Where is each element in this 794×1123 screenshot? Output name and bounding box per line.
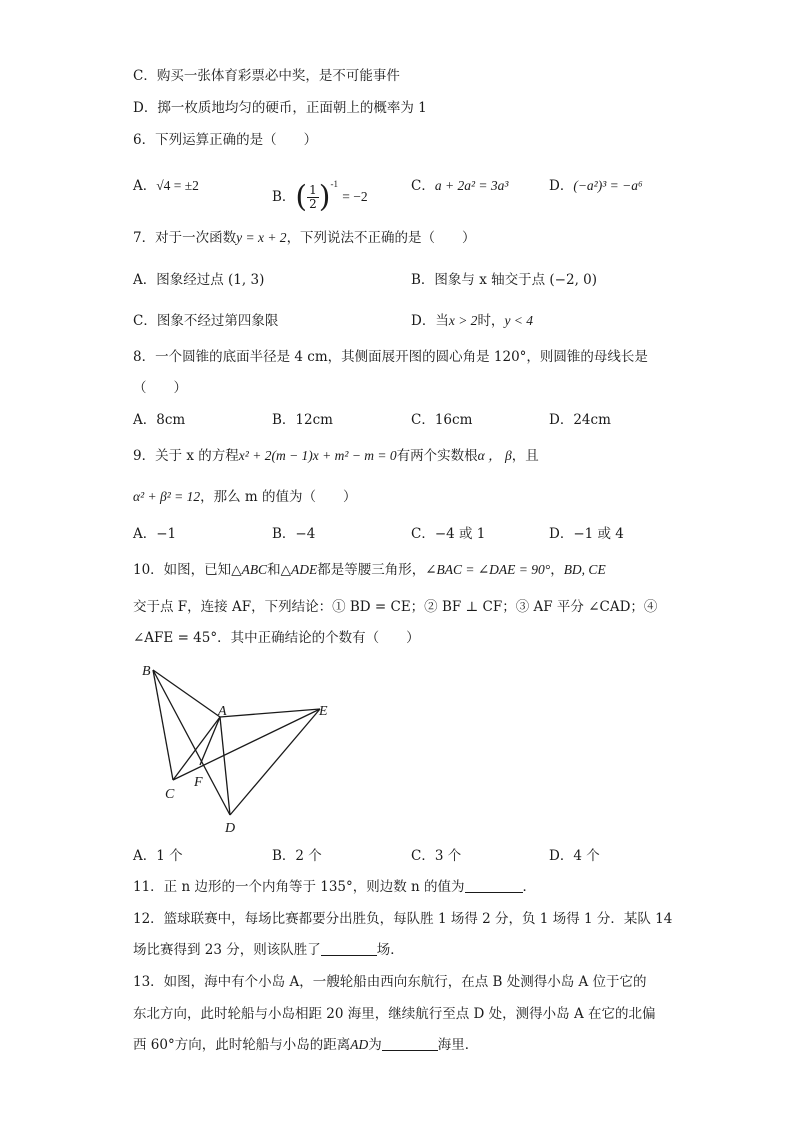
q10-option-c: C．3 个	[411, 848, 462, 864]
q9-stem: 9．关于 x 的方程x² + 2(m − 1)x + m² − m = 0有两个实数根α ， β，且	[133, 448, 539, 464]
fraction: $\frac{1}{2}$	[309, 183, 317, 211]
point-label-a: A	[218, 704, 227, 719]
point-label-e: E	[319, 704, 328, 719]
q6-option-c: C．a + 2a² = 3a³	[411, 178, 509, 194]
point-label-c: C	[165, 787, 175, 802]
q12-stem-line1: 12．篮球联赛中，每场比赛都要分出胜负，每队胜 1 场得 2 分，负 1 场得 1 分．某队 14	[133, 911, 673, 927]
q7-option-a: A．图象经过点 (1, 3)	[133, 272, 265, 288]
q12-stem-line2: 场比赛得到 23 分，则该队胜了 场．	[133, 942, 404, 958]
q7-option-b: B．图象与 x 轴交于点 (−2, 0)	[411, 272, 598, 288]
q7-stem: 7．对于一次函数y = x + 2，下列说法不正确的是（ ）	[133, 230, 476, 246]
q10-option-b: B．2 个	[272, 848, 322, 864]
q10-stem-line1: 10．如图，已知△ABC和△ADE都是等腰三角形，∠BAC = ∠DAE = 90°，BD, CE	[133, 562, 606, 578]
q9-option-c: C．−4 或 1	[411, 526, 486, 542]
q10-geometry-figure	[133, 655, 343, 840]
q5-option-c: C．购买一张体育彩票必中奖，是不可能事件	[133, 68, 400, 84]
q9-option-d: D．−1 或 4	[549, 526, 624, 542]
q8-option-a: A．8cm	[133, 412, 186, 428]
point-label-f: F	[194, 775, 203, 790]
q9-option-a: A．−1	[133, 526, 177, 542]
q13-stem-line2: 东北方向，此时轮船与小岛相距 20 海里，继续航行至点 D 处，测得小岛 A 在它的北偏	[133, 1006, 656, 1022]
q9-option-b: B．−4	[272, 526, 316, 542]
q10-stem-line3: ∠AFE = 45°．其中正确结论的个数有（ ）	[133, 630, 420, 646]
q10-stem-line2: 交于点 F，连接 AF，下列结论：① BD = CE；② BF ⊥ CF；③ AF 平分 ∠CAD；④	[133, 599, 658, 615]
q8-stem: 8．一个圆锥的底面半径是 4 cm，其侧面展开图的圆心角是 120°，则圆锥的母线长是	[133, 349, 648, 365]
q11-stem: 11．正 n 边形的一个内角等于 135°，则边数 n 的值为 ．	[133, 879, 537, 895]
q6-option-a: A．√4 = ±2	[133, 178, 199, 194]
point-label-b: B	[142, 664, 151, 679]
q7-option-c: C．图象不经过第四象限	[133, 313, 279, 329]
q8-option-d: D．24cm	[549, 412, 611, 428]
q10-option-a: A．1 个	[133, 848, 183, 864]
q9-stem-line2: α² + β² = 12，那么 m 的值为（ ）	[133, 489, 357, 505]
q10-option-d: D．4 个	[549, 848, 600, 864]
q8-option-c: C．16cm	[411, 412, 473, 428]
q7-option-d: D．当x > 2时，y < 4	[411, 313, 534, 329]
q6-option-d: D．(−a²)³ = −a⁶	[549, 178, 643, 194]
q13-stem-line3: 西 60°方向，此时轮船与小岛的距离AD为 海里．	[133, 1037, 479, 1053]
answer-blank[interactable]	[382, 1036, 438, 1051]
q5-option-d: D．掷一枚质地均匀的硬币，正面朝上的概率为 1	[133, 100, 427, 116]
q6-stem: 6．下列运算正确的是（ ）	[133, 132, 318, 148]
answer-blank[interactable]	[465, 878, 523, 893]
point-label-d: D	[225, 821, 236, 836]
q6-option-b: B．( $\frac{1}{2}$ )$^{-1}$ = −2	[272, 179, 368, 215]
q8-paren: （ ）	[133, 380, 187, 396]
q13-stem-line1: 13．如图，海中有个小岛 A，一艘轮船由西向东航行，在点 B 处测得小岛 A 位于它的	[133, 974, 647, 990]
answer-blank[interactable]	[321, 941, 377, 956]
q8-option-b: B．12cm	[272, 412, 333, 428]
